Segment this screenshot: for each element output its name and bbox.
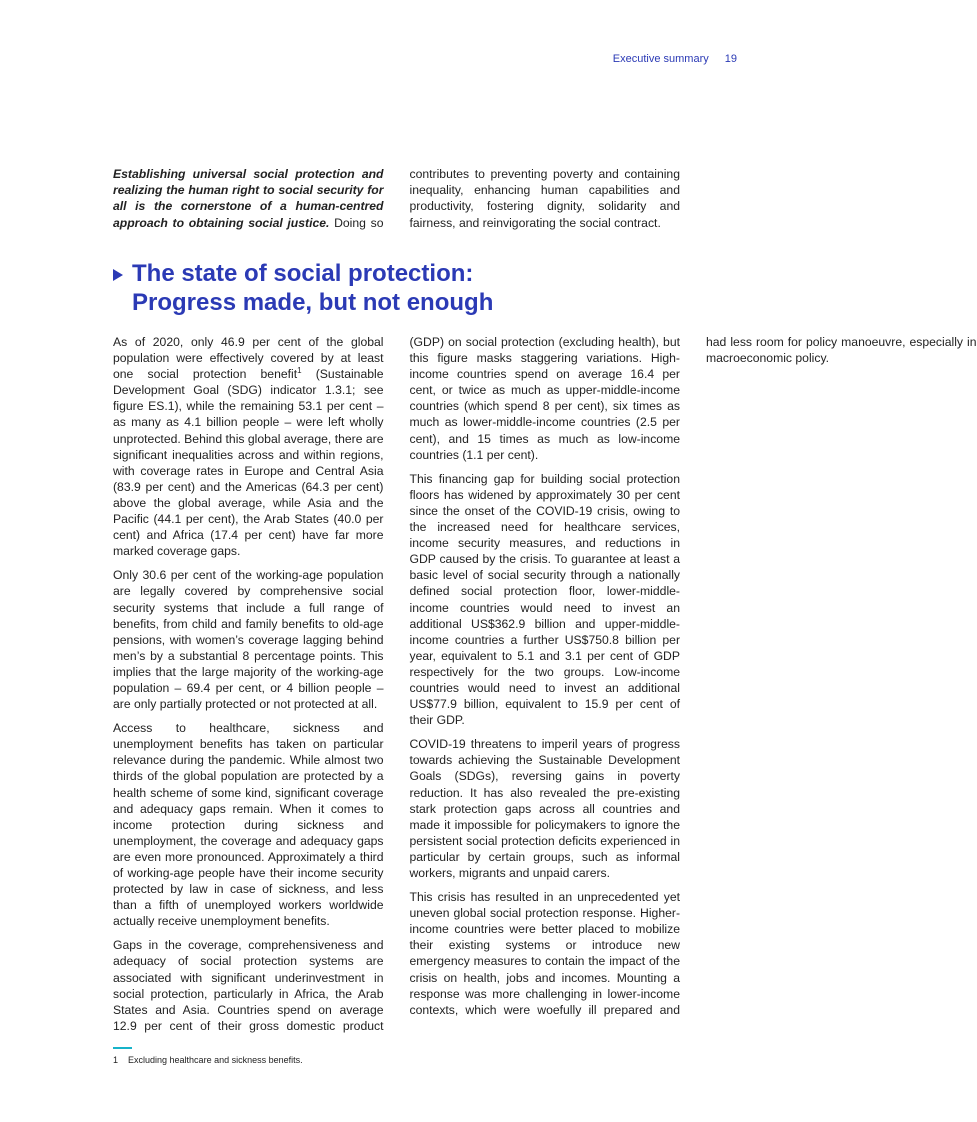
- paragraph: Access to healthcare, sickness and unemployment benefits has taken on particular relevance during the pandemic. While almost two thirds of the global population are protected by a health scheme of some kind, significant coverage and adequacy gaps remain. When it comes to income protection during sickness and unemployment, the coverage and adequacy gaps are even more pronounced. Approximately a third of working-age people have their income security protected by law in case of sickness, and less than a fifth of unemployed workers worldwide actually receive unemployment benefits.: [113, 721, 384, 929]
- footnote-ref: 1: [297, 366, 302, 376]
- footnote-rule: [113, 1047, 132, 1049]
- paragraph: Gaps in the coverage, comprehensiveness and adequacy of social protection systems are associated with significant underinvestment in social protection, particularly in Africa, the Arab States and Asia. Countries spend on average 12.9 per cent of their gross domestic product (GDP) on social protection (excluding health), but this figure masks staggering variations. High-income countries spend on average 16.4 per cent, or twice as much as upper-middle-income countries (which spend 8 per cent), six times as much as lower-middle-income countries (2.5 per cent), and 15 times as much as low-income countries (1.1 per cent).: [113, 335, 680, 1033]
- footnote-text: Excluding healthcare and sickness benefits.: [128, 1055, 303, 1065]
- heading-line-1: The state of social protection:: [132, 260, 474, 287]
- running-header: [613, 53, 737, 65]
- body-text: [113, 334, 977, 1034]
- section-heading: [113, 259, 680, 317]
- paragraph: COVID-19 threatens to imperil years of progress towards achieving the Sustainable Development Goals (SDGs), reversing gains in poverty reduction. It has also revealed the pre-existing stark protection gaps across all countries and made it impossible for policymakers to ignore the persistent social protection deficits experienced in particular by certain groups, such as informal workers, migrants and unpaid carers.: [409, 737, 680, 880]
- paragraph: This financing gap for building social protection floors has widened by approximately 30 per cent since the onset of the COVID-19 crisis, owing to the increased need for healthcare services, income security measures, and reductions in GDP caused by the crisis. To guarantee at least a basic level of social security through a nationally defined social protection floor, lower-middle-income countries would need to invest an additional US$362.9 billion and upper-middle-income countries a further US$750.8 billion per year, equivalent to 5.1 and 3.1 per cent of GDP respectively for the two groups. Low-income countries would need to invest an additional US$77.9 billion, equivalent to 15.9 per cent of their GDP.: [409, 471, 680, 728]
- paragraph-text: As of 2020, only 46.9 per cent of the global population were effectively covered by at least one social protection benefit: [113, 335, 384, 382]
- paragraph: This crisis has resulted in an unprecedented yet uneven global social protection response. Higher-income countries were better placed to mobilize their existing systems or introduce new emergency measures to contain the impact of the crisis on health, jobs and incomes. Mounting a response was more challenging in lower-income contexts, which were woefully ill prepared and had less room for policy manoeuvre, especially in macroeconomic policy.: [409, 335, 977, 1017]
- intro-paragraph: [113, 166, 680, 231]
- heading-line-2: Progress made, but not enough: [132, 289, 494, 316]
- intro-lead-rest: Doing so contributes to preventing poverty and containing inequality, enhancing human capabilities and productivity, fostering dignity, solidarity and fairness, and reinvigorating the social contract.: [329, 167, 680, 230]
- page-number: 19: [724, 53, 737, 65]
- section-title: Executive summary: [612, 53, 709, 65]
- paragraph-text: (Sustainable Development Goal (SDG) indicator 1.3.1; see figure ES.1), while the remaining 53.1 per cent – as many as 4.1 billion people – were left wholly unprotected. Behind this global average, there are significant inequalities across and within regions, with coverage rates in Europe and Central Asia (83.9 per cent) and the Americas (64.3 per cent) above the global average, while Asia and the Pacific (44.1 per cent), the Arab States (40.0 per cent) and Africa (17.4 per cent) have far more marked coverage gaps.: [113, 367, 384, 559]
- footnote-number: 1: [113, 1055, 119, 1065]
- footnote: [113, 1055, 303, 1065]
- paragraph: Only 30.6 per cent of the working-age population are legally covered by comprehensive social security systems that include a full range of benefits, from child and family benefits to old-age pensions, with women’s coverage lagging behind men’s by a substantial 8 percentage points. This implies that the large majority of the working-age population – 69.4 per cent, or 4 billion people – are only partially protected or not protected at all.: [113, 568, 384, 712]
- intro-lead-bold: Establishing universal social protection and realizing the human right to social security for all is the cornerstone of a human-centred approach to obtaining social justice.: [113, 167, 384, 230]
- triangle-bullet-icon: [113, 269, 123, 281]
- paragraph: [113, 334, 384, 559]
